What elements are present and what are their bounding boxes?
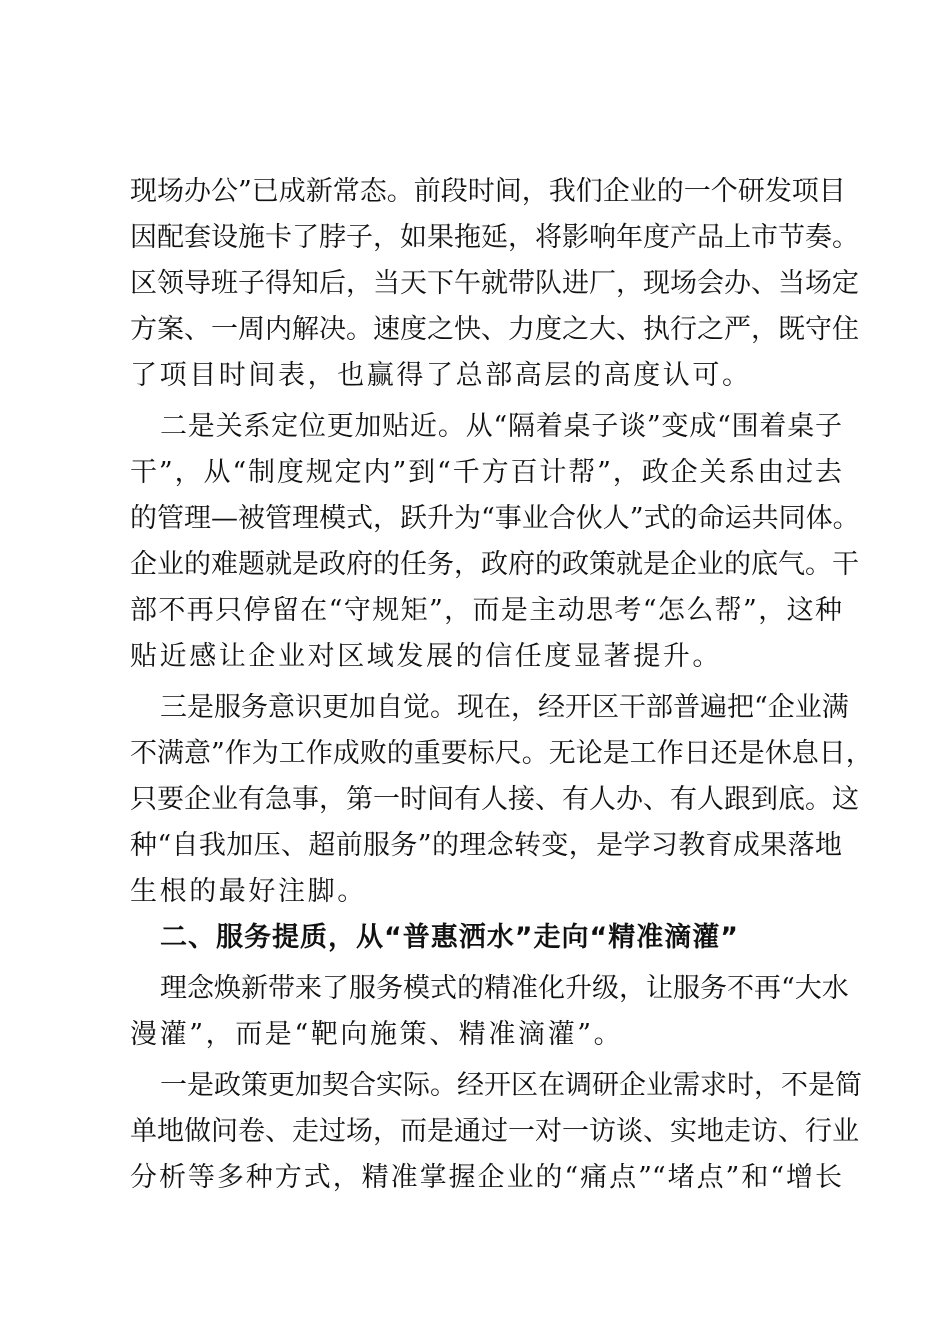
paragraph-first-line: 一是政策更加契合实际。经开区在调研企业需求时，不是简 <box>160 1070 862 1101</box>
text-line: 贴近感让企业对区域发展的信任度显著提升。 <box>130 641 722 672</box>
text-line: 了项目时间表，也赢得了总部高层的高度认可。 <box>130 360 752 391</box>
text-line: 企业的难题就是政府的任务，政府的政策就是企业的底气。干 <box>130 549 859 580</box>
text-line: 因配套设施卡了脖子，如果拖延，将影响年度产品上市节奏。 <box>130 222 859 253</box>
text-line: 干”，从“制度规定内”到“千方百计帮”，政企关系由过去 <box>130 457 842 488</box>
paragraph-first-line: 三是服务意识更加自觉。现在，经开区干部普遍把“企业满 <box>160 692 849 723</box>
text-line: 分析等多种方式，精准掌握企业的“痛点”“堵点”和“增长 <box>130 1162 842 1193</box>
section-heading: 二、服务提质，从“普惠洒水”走向“精准滴灌” <box>160 922 739 953</box>
text-line: 只要企业有急事，第一时间有人接、有人办、有人跟到底。这 <box>130 784 859 815</box>
text-line: 现场办公”已成新常态。前段时间，我们企业的一个研发项目 <box>130 176 846 207</box>
text-line: 部不再只停留在“守规矩”，而是主动思考“怎么帮”，这种 <box>130 595 842 626</box>
text-line: 不满意”作为工作成败的重要标尺。无论是工作日还是休息日， <box>130 738 873 769</box>
text-line: 方案、一周内解决。速度之快、力度之大、执行之严，既守住 <box>130 314 859 345</box>
paragraph-first-line: 二是关系定位更加贴近。从“隔着桌子谈”变成“围着桌子 <box>160 411 842 442</box>
text-line: 单地做问卷、走过场，而是通过一对一访谈、实地走访、行业 <box>130 1116 859 1147</box>
text-line: 的管理—被管理模式，跃升为“事业合伙人”式的命运共同体。 <box>130 503 860 534</box>
paragraph-first-line: 理念焕新带来了服务模式的精准化升级，让服务不再“大水 <box>160 973 849 1004</box>
text-line: 区领导班子得知后，当天下午就带队进厂，现场会办、当场定 <box>130 268 859 299</box>
text-line: 种“自我加压、超前服务”的理念转变，是学习教育成果落地 <box>130 830 842 861</box>
text-line: 生根的最好注脚。 <box>130 876 367 907</box>
text-line: 漫灌”，而是“靶向施策、精准滴灌”。 <box>130 1019 624 1050</box>
